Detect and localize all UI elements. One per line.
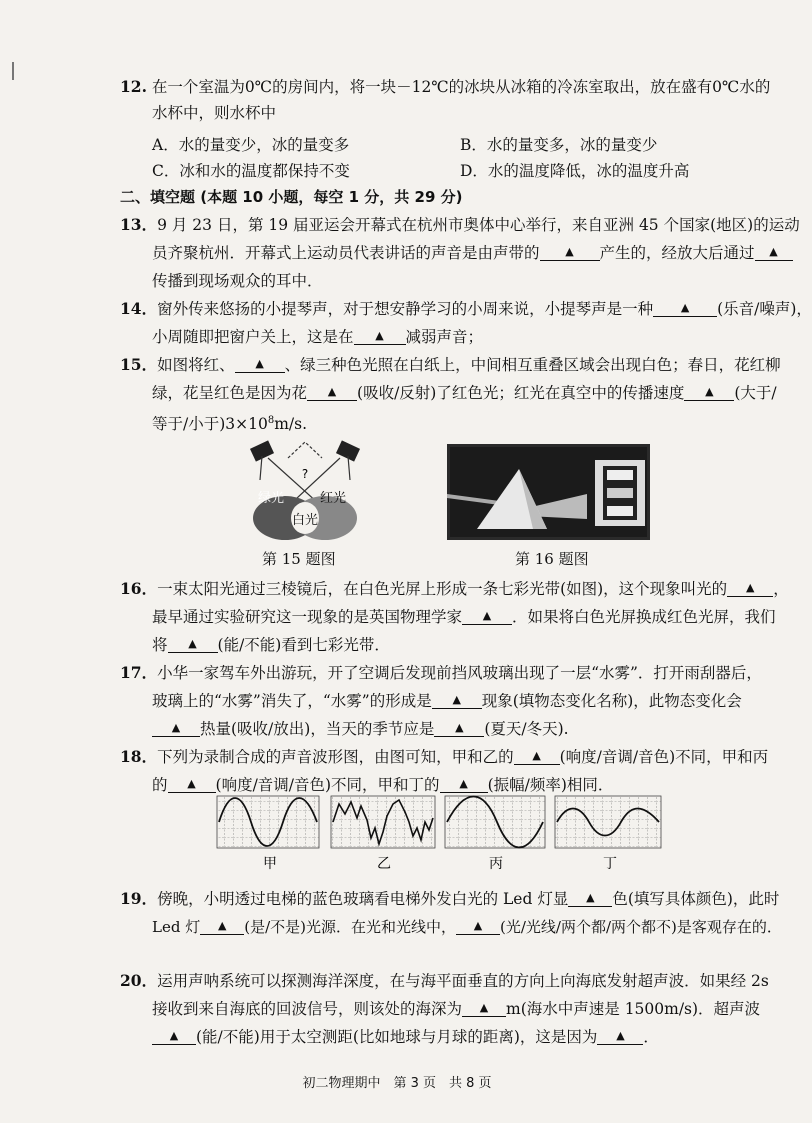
q13-line3: 传播到现场观众的耳中． (152, 272, 323, 290)
page-footer: 初二物理期中 第 3 页 共 8 页 (302, 1076, 492, 1091)
svg-text:白光: 白光 (292, 513, 319, 528)
svg-text:乙: 乙 (377, 856, 391, 872)
answer-blank[interactable]: ▲ (653, 298, 717, 317)
svg-text:丁: 丁 (603, 856, 617, 872)
q14-line1: 14．窗外传来悠扬的小提琴声，对于想安静学习的小周来说，小提琴声是一种 ▲ (乐音/噪声)， (120, 299, 812, 318)
figure-15-caption: 第 15 题图 (262, 550, 336, 568)
answer-blank[interactable]: ▲ (462, 606, 512, 625)
wave-ding (555, 796, 661, 848)
q13-line1: 13．9 月 23 日，第 19 届亚运会开幕式在杭州市奥体中心举行，来自亚洲 45 个国家(地区)的运动 (120, 215, 800, 234)
q17-line3: ▲ 热量(吸收/放出)，当天的季节应是 ▲ (夏天/冬天). (152, 718, 569, 740)
q19-line1: 19．傍晚，小明透过电梯的蓝色玻璃看电梯外发白光的 Led 灯显 ▲ 色(填写具体颜色)，此时 (120, 889, 780, 908)
answer-blank[interactable]: ▲ (168, 634, 218, 653)
figure-16-prism (447, 444, 650, 540)
q16-line2: 最早通过实验研究这一现象的是英国物理学家 ▲ ．如果将白色光屏换成红色光屏，我们 (152, 608, 776, 626)
answer-blank[interactable]: ▲ (434, 718, 484, 737)
answer-blank[interactable]: ▲ (152, 718, 200, 737)
q17-line2: 玻璃上的“水雾”消失了，“水雾”的形成是 ▲ 现象(填物态变化名称)，此物态变化会 (152, 692, 742, 710)
answer-blank[interactable]: ▲ (152, 1026, 196, 1045)
answer-blank[interactable]: ▲ (540, 242, 600, 261)
q12-line2: 水杯中，则水杯中 (152, 104, 277, 122)
answer-blank[interactable]: ▲ (432, 690, 482, 709)
figure-16-caption: 第 16 题图 (515, 550, 589, 568)
wave-yi (331, 796, 435, 848)
q20-line1: 20．运用声呐系统可以探测海洋深度，在与海平面垂直的方向上向海底发射超声波．如果经 2s (120, 971, 769, 990)
answer-blank[interactable]: ▲ (200, 916, 244, 935)
q19-line2: Led 灯 ▲ (是/不是)光源．在光和光线中， ▲ (光/光线/两个都/两个都不)是客观存在的． (152, 918, 782, 936)
q15-line1: 15．如图将红、 ▲ 、绿三种色光照在白纸上，中间相互重叠区域会出现白色；春日，花红柳 (120, 355, 781, 374)
answer-blank[interactable]: ▲ (235, 354, 285, 373)
wave-jia (217, 796, 319, 848)
answer-blank[interactable]: ▲ (440, 774, 488, 793)
svg-text:红光: 红光 (320, 491, 347, 506)
q12-option-c: C．冰和水的温度都保持不变 (152, 162, 350, 180)
figure-15-color-mixing (240, 440, 370, 550)
q18-line1: 18．下列为录制合成的声音波形图，由图可知，甲和乙的 ▲ (响度/音调/音色)不同，甲和丙 (120, 747, 769, 766)
q18-line2: 的 ▲ (响度/音调/音色)不同，甲和丁的 ▲ (振幅/频率)相同． (152, 776, 614, 794)
answer-blank[interactable]: ▲ (727, 578, 773, 597)
waveform-figures (215, 792, 665, 874)
answer-blank[interactable]: ▲ (755, 242, 793, 261)
q15-line2: 绿，花呈红色是因为花 ▲ (吸收/反射)了红色光；红光在真空中的传播速度 ▲ (大于/ (152, 384, 777, 402)
q20-line3: ▲ (能/不能)用于太空测距(比如地球与月球的距离)，这是因为 ▲ ． (152, 1026, 659, 1048)
q16-line3: 将 ▲ (能/不能)看到七彩光带． (152, 636, 390, 654)
q14-line2: 小周随即把窗户关上，这是在 ▲ 减弱声音； (152, 328, 484, 346)
svg-text:丙: 丙 (489, 856, 503, 872)
answer-blank[interactable]: ▲ (568, 888, 612, 907)
answer-blank[interactable]: ▲ (354, 326, 406, 345)
answer-blank[interactable]: ▲ (684, 382, 734, 401)
q20-line2: 接收到来自海底的回波信号，则该处的海深为 ▲ m(海水中声速是 1500m/s)．超声波 (152, 1000, 761, 1018)
q12-line1: 12. 在一个室温为0℃的房间内，将一块－12℃的冰块从冰箱的冷冻室取出，放在盛有0℃水的 (120, 77, 771, 96)
question-mark: ? (301, 467, 309, 481)
section-title: 二、填空题 (本题 10 小题，每空 1 分，共 29 分) (120, 188, 463, 206)
q16-line1: 16．一束太阳光通过三棱镜后，在白色光屏上形成一条七彩光带(如图)，这个现象叫光的 ▲ ， (120, 579, 789, 598)
answer-blank[interactable]: ▲ (597, 1026, 643, 1045)
q12-option-a: A．水的量变少，冰的量变多 (152, 136, 350, 154)
answer-blank[interactable]: ▲ (456, 916, 500, 935)
wave-bing (445, 796, 545, 848)
q12-option-d: D．水的温度降低，冰的温度升高 (460, 162, 690, 180)
answer-blank[interactable]: ▲ (168, 774, 216, 793)
q12-option-b: B．水的量变多，冰的量变少 (460, 136, 658, 154)
svg-text:甲: 甲 (263, 856, 277, 872)
answer-blank[interactable]: ▲ (462, 998, 506, 1017)
answer-blank[interactable]: ▲ (514, 746, 560, 765)
q17-line1: 17．小华一家驾车外出游玩，开了空调后发现前挡风玻璃出现了一层“水雾”．打开雨刮器后， (120, 663, 762, 682)
q15-line3: 等于/小于)$3\times 10^8m/s$. (152, 415, 308, 434)
margin-mark (12, 62, 14, 80)
answer-blank[interactable]: ▲ (307, 382, 357, 401)
svg-text:绿光: 绿光 (258, 491, 285, 506)
q13-line2: 员齐聚杭州．开幕式上运动员代表讲话的声音是由声带的 ▲ 产生的，经放大后通过 ▲ (152, 242, 793, 264)
